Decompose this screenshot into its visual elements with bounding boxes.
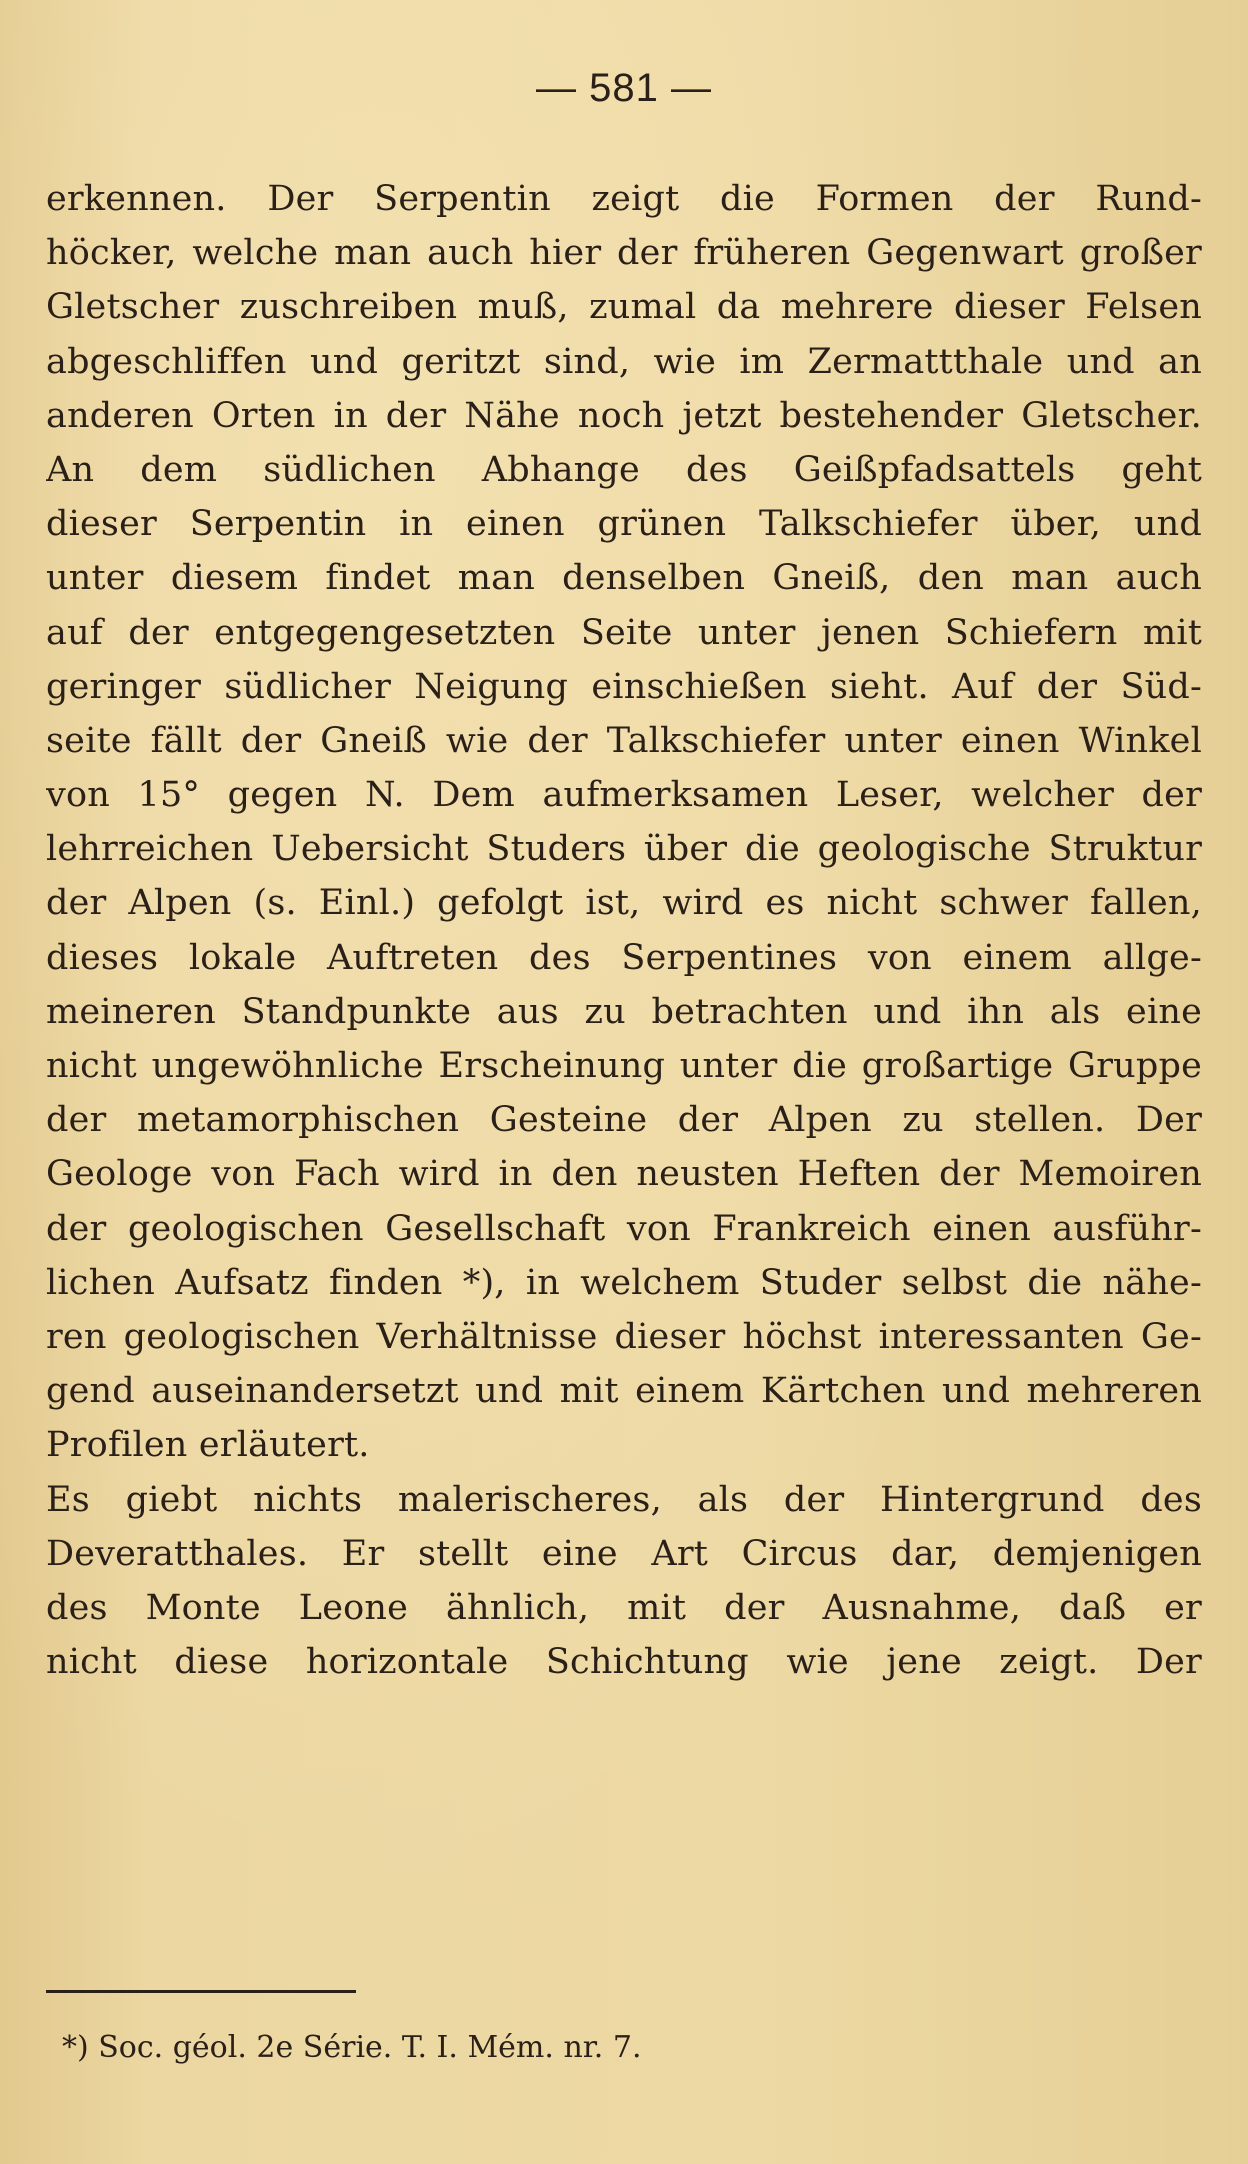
text-line: von 15° gegen N. Dem aufmerksamen Leser, welcher der xyxy=(46,775,1202,816)
text-line: der geologischen Gesellschaft von Frankreich einen ausführ- xyxy=(46,1208,1202,1249)
text-line: nicht ungewöhnliche Erscheinung unter die großartige Gruppe xyxy=(46,1046,1202,1086)
text-line: gend auseinandersetzt und mit einem Kärtchen und mehreren xyxy=(46,1371,1202,1412)
text-line: Geologe von Fach wird in den neusten Heften der Memoiren xyxy=(46,1154,1202,1195)
text-line: lichen Aufsatz finden *), in welchem Studer selbst die nähe- xyxy=(46,1262,1202,1303)
text-line: der Alpen (s. Einl.) gefolgt ist, wird es nicht schwer fallen, xyxy=(46,883,1202,924)
text-line: Es giebt nichts malerischeres, als der Hintergrund des xyxy=(46,1479,1202,1520)
text-line: dieses lokale Auftreten des Serpentines von einem allge- xyxy=(46,937,1202,978)
text-line: erkennen. Der Serpentin zeigt die Formen der Rund- xyxy=(46,179,1202,219)
text-line: nicht diese horizontale Schichtung wie jene zeigt. Der xyxy=(46,1642,1202,1683)
text-line: ren geologischen Verhältnisse dieser höchst interessanten Ge- xyxy=(46,1316,1202,1357)
text-line: An dem südlichen Abhange des Geißpfadsattels geht xyxy=(46,449,1202,490)
text-line: Profilen erläutert. xyxy=(46,1425,370,1466)
text-line: der metamorphischen Gesteine der Alpen zu stellen. Der xyxy=(46,1100,1202,1141)
page-number: — 581 — xyxy=(536,66,712,110)
text-line: anderen Orten in der Nähe noch jetzt bestehender Gletscher. xyxy=(46,395,1202,436)
text-line: unter diesem findet man denselben Gneiß, den man auch xyxy=(46,558,1202,599)
text-line: auf der entgegengesetzten Seite unter jenen Schiefern mit xyxy=(46,612,1202,653)
text-line: seite fällt der Gneiß wie der Talkschiefer unter einen Winkel xyxy=(46,720,1202,761)
text-line: meineren Standpunkte aus zu betrachten und ihn als eine xyxy=(46,991,1202,1032)
footnote-divider xyxy=(46,1990,356,1993)
text-line: geringer südlicher Neigung einschießen sieht. Auf der Süd- xyxy=(46,666,1202,707)
text-line: des Monte Leone ähnlich, mit der Ausnahme, daß er xyxy=(46,1587,1202,1628)
text-line: Deveratthales. Er stellt eine Art Circus dar, demjenigen xyxy=(46,1533,1202,1574)
footnote: *) Soc. géol. 2e Série. T. I. Mém. nr. 7. xyxy=(62,2030,642,2065)
text-line: lehrreichen Uebersicht Studers über die geologische Struktur xyxy=(46,829,1202,870)
text-line: höcker, welche man auch hier der früheren Gegenwart großer xyxy=(46,233,1202,274)
text-line: Gletscher zuschreiben muß, zumal da mehrere dieser Felsen xyxy=(46,287,1202,328)
body-text xyxy=(46,172,1202,1689)
text-line: abgeschliffen und geritzt sind, wie im Zermattthale und an xyxy=(46,341,1202,382)
text-line: dieser Serpentin in einen grünen Talkschiefer über, und xyxy=(46,504,1202,545)
